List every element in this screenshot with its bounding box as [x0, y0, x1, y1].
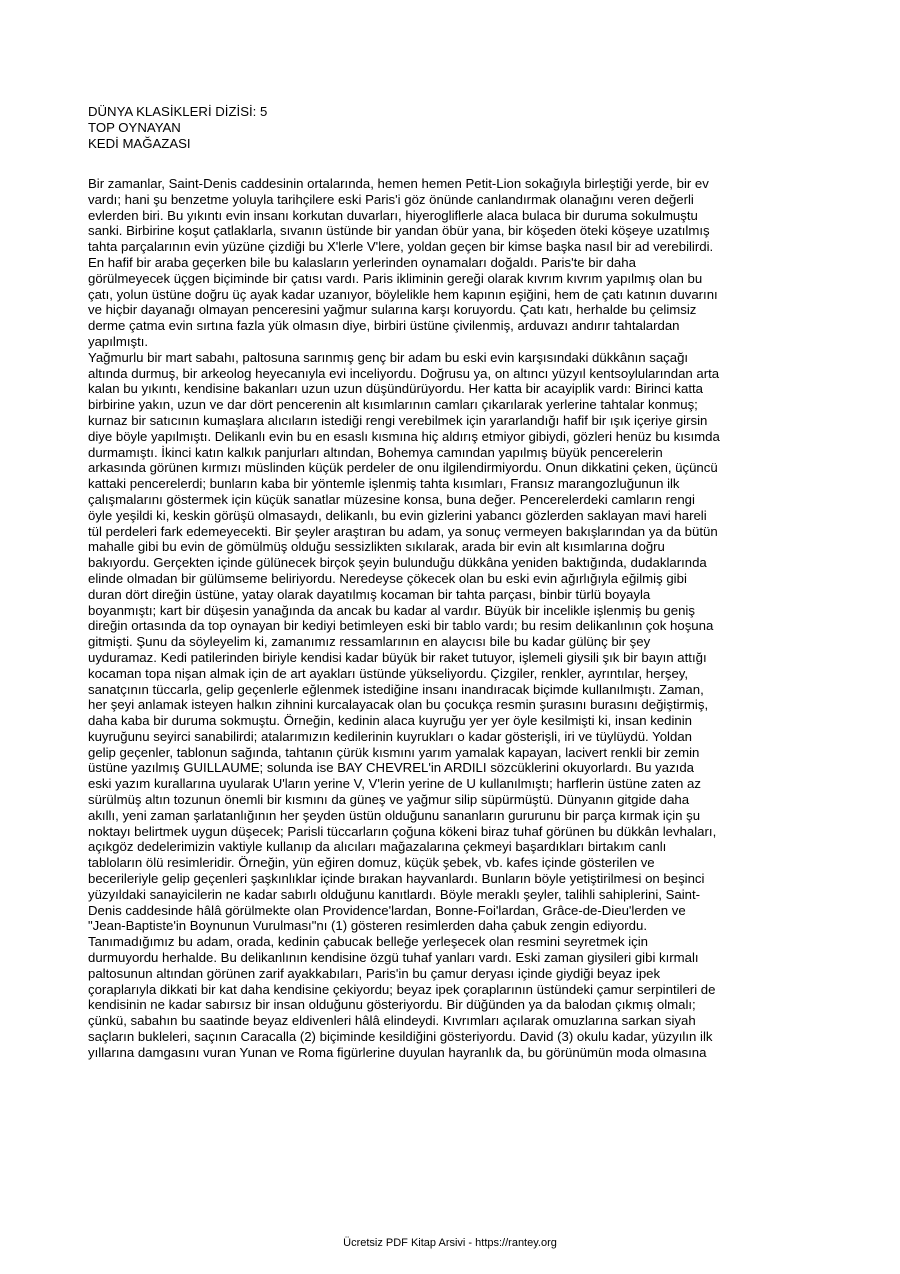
book-title-line-2: KEDİ MAĞAZASI — [88, 136, 191, 151]
body-line: boyanmıştı; kart bir düşesin yanağında da ancak bu kadar al vardır. Büyük bir incelikle işlenmiş bu geniş — [88, 602, 695, 618]
body-line: gitmişti. Şunu da söyleyelim ki, zamanımız ressamlarının en alaycısı bile bu kadar gülünç bir şey — [88, 634, 651, 650]
body-line: tül perdeleri fark edemeyecekti. Bir şeyler araştıran bu adam, ya sonuç vermeyen bakışlarından ya da bütün — [88, 523, 718, 539]
body-line: arkasında görünen kırmızı müslinden küçük perdeler de onu ilgilendirmiyordu. Onun dikkatini çeken, üçüncü — [88, 460, 718, 476]
body-line: yıllarına damgasını vuran Yunan ve Roma figürlerine duyulan hayranlık da, bu görünümün moda olmasına — [88, 1044, 707, 1060]
body-line: En hafif bir araba geçerken bile bu kalasların yerlerinden oynamaları doğaldı. Paris'te bir daha — [88, 254, 636, 270]
body-line: derme çatma evin sırtına fazla yük olmasın diye, birbiri üstüne çivilenmiş, arduvazı andırır tahtalardan — [88, 318, 680, 334]
body-line: Denis caddesinde hâlâ görülmekte olan Providence'lardan, Bonne-Foi'lardan, Grâce-de-Dieu'lerden ve — [88, 902, 686, 918]
body-line: yüzyıldaki sanayicilerin ne kadar sabırlı olduğunu kanıtlardı. Böyle meraklı şeyler, talihli sahiplerini, Saint- — [88, 886, 701, 902]
body-line: akıllı, yeni zaman şarlatanlığının her şeyden üstün olduğunu sananların gururunu bir parça kırmak için şu — [88, 807, 701, 823]
body-line: duran dört direğin üstüne, yatay olarak dayatılmış kocaman bir tahta parçası, binbir türlü boyayla — [88, 586, 651, 602]
body-line: kuyruğunu seyirci sanabilirdi; atalarımızın kedilerinin kuyrukları o kadar gösterişli, iri ve tüylüydü. Yoldan — [88, 728, 692, 744]
body-line: direğin ortasında da top oynayan bir kediyi betimleyen eski bir tablo vardı; bu resim delikanlının çok hoşuna — [88, 618, 714, 634]
body-line: üstüne yazılmış GUILLAUME; solunda ise BAY CHEVREL'in ARDILI sözcüklerini okuyorlardı. Bu yazıda — [88, 760, 694, 776]
body-line: kattaki pencerelerdi; bunların kaba bir yöntemle işlenmiş tahta kısımları, Fransız marangozluğunun ilk — [88, 476, 680, 492]
body-line: ve hiçbir dayanağı olmayan penceresini yağmur sularına karşı koruyordu. Çatı katı, herhalde bu çelimsiz — [88, 302, 697, 318]
body-line: görülmeyecek üçgen biçiminde bir çatısı vardı. Paris ikliminin gereği olarak kıvrım kıvrım yapılmış olan bu — [88, 270, 703, 286]
body-line: mahalle gibi bu evin de gömülmüş olduğu sessizlikten sıkılarak, arada bir evin alt kısımlarına doğru — [88, 539, 665, 555]
body-line: diye böyle yapılmıştı. Delikanlı evin bu en esaslı kısmına hiç aldırış etmiyor gibiydi, gözleri henüz bu kısımda — [88, 428, 720, 444]
body-line: gelip geçenler, tablonun sağında, tahtanın çürük kısmını yarım yamalak kapayan, lacivert renkli bir zemin — [88, 744, 700, 760]
body-line: daha kaba bir duruma sokmuştu. Örneğin, kedinin alaca kuyruğu yer yer öyle kesilmişti ki, insan kedinin — [88, 713, 692, 729]
body-line: sanatçının tüccarla, gelip geçenlerle eğlenmek istediğine insanı inandıracak biçimde kullanılmıştı. Zaman, — [88, 681, 704, 697]
body-line: vardı; hani şu benzetme yoluyla tarihçilere eski Paris'i göz önünde canlandırmak olanağını veren değerli — [88, 191, 694, 207]
page-footer: Ücretsiz PDF Kitap Arsivi - https://rantey.org — [343, 1237, 557, 1249]
body-line: kendisinin ne kadar sabırsız bir insan olduğunu gösteriyordu. Bir düğünden ya da balodan çıkmış olmalı; — [88, 997, 696, 1013]
body-line: birbirine yakın, uzun ve dar dört pencerenin alt kısımlarının camları çıkarılarak yerlerine tahtalar konmuş; — [88, 397, 698, 413]
body-line: noktayı belirtmek uygun düşecek; Parisli tüccarların çoğuna kökeni biraz tuhaf görünen bu dükkân levhaları, — [88, 823, 717, 839]
body-line: Bir zamanlar, Saint-Denis caddesinin ortalarında, hemen hemen Petit-Lion sokağıyla birleştiği yerde, bir ev — [88, 176, 709, 191]
series-title: DÜNYA KLASİKLERİ DİZİSİ: 5 — [88, 104, 268, 119]
body-line: tabloların ölü resimleridir. Örneğin, yün eğiren domuz, küçük şebek, vb. kafes içinde gösterilen ve — [88, 855, 655, 871]
body-text — [88, 176, 828, 1061]
body-line: altında durmuş, bir arkeolog heyecanıyla evi inceliyordu. Doğrusu ya, on altıncı yüzyıl kentsoylularından arta — [88, 365, 720, 381]
body-line: kalan bu yıkıntı, kendisine bakanları uzun uzun düşündürüyordu. Her katta bir acayiplik vardı: Birinci katta — [88, 381, 704, 397]
body-line: çünkü, sabahın bu saatinde beyaz eldivenleri hâlâ elindeydi. Kıvrımları açılarak omuzlarına sarkan siyah — [88, 1013, 696, 1029]
body-line: bakıyordu. Gerçekten içinde gülünecek birçok şeyin bulunduğu dükkâna yeniden baktığında, dudaklarında — [88, 555, 707, 571]
body-line: uyduramaz. Kedi patilerinden biriyle kendisi kadar büyük bir raket tutuyor, işlemeli giysili şık bir bayın attığı — [88, 649, 707, 665]
body-line: Yağmurlu bir mart sabahı, paltosuna sarınmış genç bir adam bu eski evin karşısındaki dükkânın saçağı — [88, 349, 689, 365]
body-line: açıkgöz dedelerimizin vaktiyle kullanıp da alıcıları mağazalarına çekmeyi başardıkları birtakım canlı — [88, 839, 667, 855]
body-line: sürülmüş altın tozunun önemli bir kısmını da güneş ve yağmur silip süpürmüştü. Dünyanın gitgide daha — [88, 792, 690, 808]
book-title-line-1: TOP OYNAYAN — [88, 120, 181, 135]
body-line: durmuyordu herhalde. Bu delikanlının kendisine özgü tuhaf yanları vardı. Eski zaman giysileri gibi kırmalı — [88, 950, 699, 966]
body-line: elinde olmadan bir gülümseme beliriyordu. Neredeyse çökecek olan bu eski evin ağırlığıyla eğilmiş gibi — [88, 570, 687, 586]
body-line: çalışmalarını göstermek için küçük sanatlar müzesine konsa, buna değer. Pencerelerdeki camların rengi — [88, 491, 695, 507]
body-line: paltosunun altından görünen zarif ayakkabıları, Paris'in bu çamur deryası içinde giydiği beyaz ipek — [88, 965, 661, 981]
body-line: sanki. Birbirine koşut çatlaklarla, sıvanın üstünde bir yandan öbür yana, bir köşeden öteki köşeye uzatılmış — [88, 223, 710, 239]
body-line: kocaman topa nişan almak için de art ayakları üstünde yükseliyordu. Çizgiler, renkler, ayrıntılar, herşey, — [88, 665, 689, 681]
body-line: Tanımadığımız bu adam, orada, kedinin çabucak belleğe yerleşecek olan resmini seyretmek için — [88, 934, 649, 950]
book-header — [88, 104, 828, 152]
body-line: çoraplarıyla dikkati bir kat daha kendisine çekiyordu; beyaz ipek çoraplarının üstündeki çamur serpintileri de — [88, 981, 716, 997]
body-line: tahta parçalarının evin yüzüne çizdiği bu X'lerle V'lere, yoldan geçen bir kimse başka nasıl bir ad verebilirdi. — [88, 239, 714, 255]
body-line: durmamıştı. İkinci katın kalkık panjurları altından, Bohemya camından yapılmış büyük pencerelerin — [88, 444, 663, 460]
body-line: kurnaz bir satıcının kumaşlara alıcıların istediği rengi verebilmek için yararlandığı hafif bir ışık içeriye girsin — [88, 412, 708, 428]
body-line: yapılmıştı. — [88, 333, 149, 349]
body-line: her şeyi anlamak isteyen halkın zihnini kurcalayacak olan bu çocukça resmin şurasını burasını değiştirmiş, — [88, 697, 709, 713]
body-line: öyle yeşildi ki, keskin görüşü olmasaydı, delikanlı, bu evin gizlerini yabancı gözlerden saklayan mavi hareli — [88, 507, 707, 523]
body-line: saçların bukleleri, saçının Caracalla (2) biçiminde kesildiğini gösteriyordu. David (3) okulu kadar, yüzyılın ilk — [88, 1029, 713, 1045]
body-line: çatı, yolun üstüne doğru üç ayak kadar uzanıyor, böylelikle hem kapının eşiğini, hem de çatı katının duvarını — [88, 286, 718, 302]
body-line: eski yazım kurallarına uyularak U'ların yerine V, V'lerin yerine de U kullanılmıştı; harflerin üstüne zaten az — [88, 776, 701, 792]
body-line: evlerden biri. Bu yıkıntı evin insanı korkutan duvarları, hiyerogliflerle alaca bulaca bir duruma sokulmuştu — [88, 207, 698, 223]
body-line: "Jean-Baptiste'in Boynunun Vurulması"nı (1) gösteren resimlerden daha çabuk zengin ediyordu. — [88, 918, 647, 934]
body-line: becerileriyle gelip geçenleri şaşkınlıklar içinde bırakan hayvanlardı. Bunların böyle yetiştirilmesi on beşinci — [88, 871, 705, 887]
